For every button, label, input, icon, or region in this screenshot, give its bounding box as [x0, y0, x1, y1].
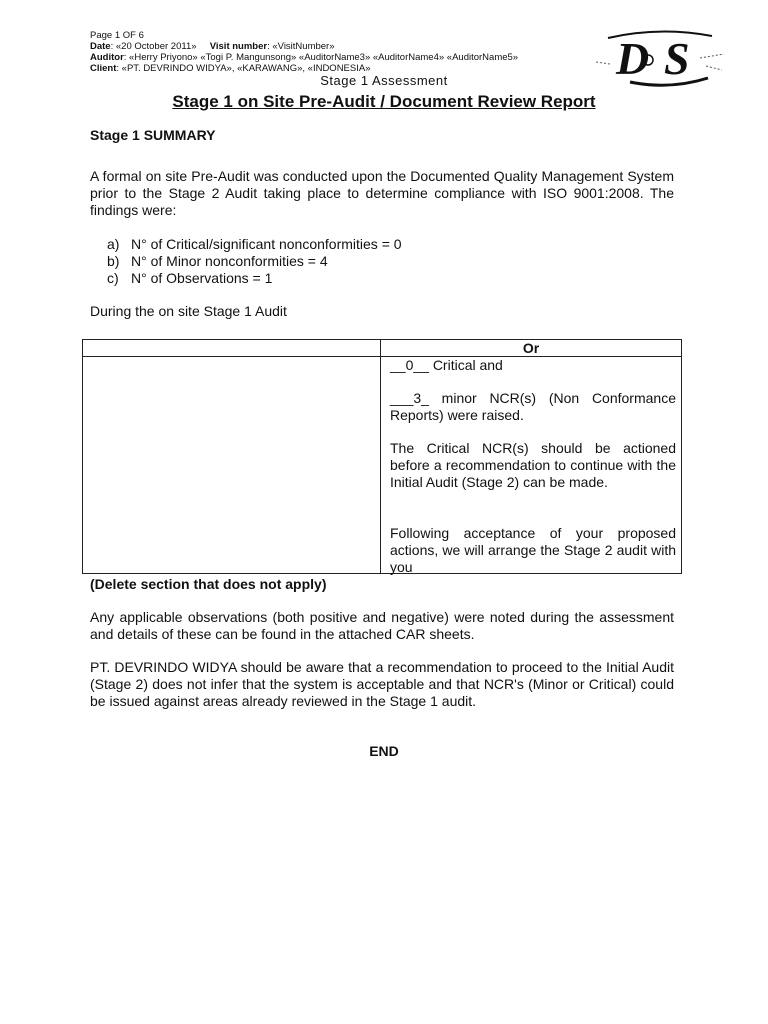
critical-count-line: __0__ Critical and: [390, 357, 503, 373]
summary-heading: Stage 1 SUMMARY: [90, 127, 216, 143]
end-marker: END: [369, 743, 399, 759]
date-value: : «20 October 2011»: [110, 41, 197, 52]
delete-section-note: (Delete section that does not apply): [90, 576, 327, 592]
auditor-line: [90, 52, 518, 63]
client-label: Client: [90, 63, 117, 74]
during-audit-line: During the on site Stage 1 Audit: [90, 303, 287, 319]
report-title: Stage 1 on Site Pre-Audit / Document Review Report: [172, 92, 596, 111]
finding-marker: c): [107, 270, 119, 286]
table-column-divider: [380, 340, 381, 573]
or-label: Or: [522, 340, 540, 356]
finding-item: [107, 253, 402, 270]
awareness-paragraph: PT. DEVRINDO WIDYA should be aware that a recommendation to proceed to the Initial Audit (Stage 2) does not infer that the system is acceptable and that NCR's (Minor or Critical) could be issued against areas already reviewed in the Stage 1 audit.: [90, 659, 674, 709]
visit-label: Visit number: [209, 41, 268, 52]
finding-text: N° of Minor nonconformities = 4: [131, 253, 328, 269]
document-header: [90, 30, 518, 74]
finding-item: [107, 270, 402, 287]
date-line: [90, 41, 518, 52]
client-value: : «PT. DEVRINDO WIDYA», «KARAWANG», «INDONESIA»: [116, 63, 371, 74]
visit-value: : «VisitNumber»: [267, 41, 335, 52]
svg-text:S: S: [664, 33, 690, 84]
finding-marker: a): [107, 236, 120, 252]
audit-outcome-table: [82, 339, 682, 574]
minor-ncr-line: ___3_ minor NCR(s) (Non Conformance Reports) were raised.: [390, 390, 676, 423]
finding-marker: b): [107, 253, 120, 269]
finding-item: [107, 236, 402, 253]
stage-assessment-label: Stage 1 Assessment: [320, 73, 448, 88]
auditor-label: Auditor: [90, 52, 124, 63]
intro-paragraph: A formal on site Pre-Audit was conducted upon the Documented Quality Management System prior to the Stage 2 Audit taking place to determine compliance with ISO 9001:2008. The findings were:: [90, 168, 674, 218]
logo-lettering: D: [616, 33, 650, 84]
observations-paragraph: Any applicable observations (both positive and negative) were noted during the assessment and details of these can be found in the attached CAR sheets.: [90, 609, 674, 642]
finding-text: N° of Critical/significant nonconformities = 0: [131, 236, 402, 252]
following-acceptance-note: Following acceptance of your proposed actions, we will arrange the Stage 2 audit with you: [390, 525, 676, 575]
page-number: Page 1 OF 6: [90, 30, 144, 41]
critical-ncr-note: The Critical NCR(s) should be actioned before a recommendation to continue with the Initial Audit (Stage 2) can be made.: [390, 440, 676, 490]
date-label: Date: [90, 41, 111, 52]
auditor-value: : «Herry Priyono» «Togi P. Mangunsong» «AuditorName3» «AuditorName4» «AuditorName5»: [123, 52, 519, 63]
findings-list: [107, 236, 402, 287]
finding-text: N° of Observations = 1: [131, 270, 273, 286]
